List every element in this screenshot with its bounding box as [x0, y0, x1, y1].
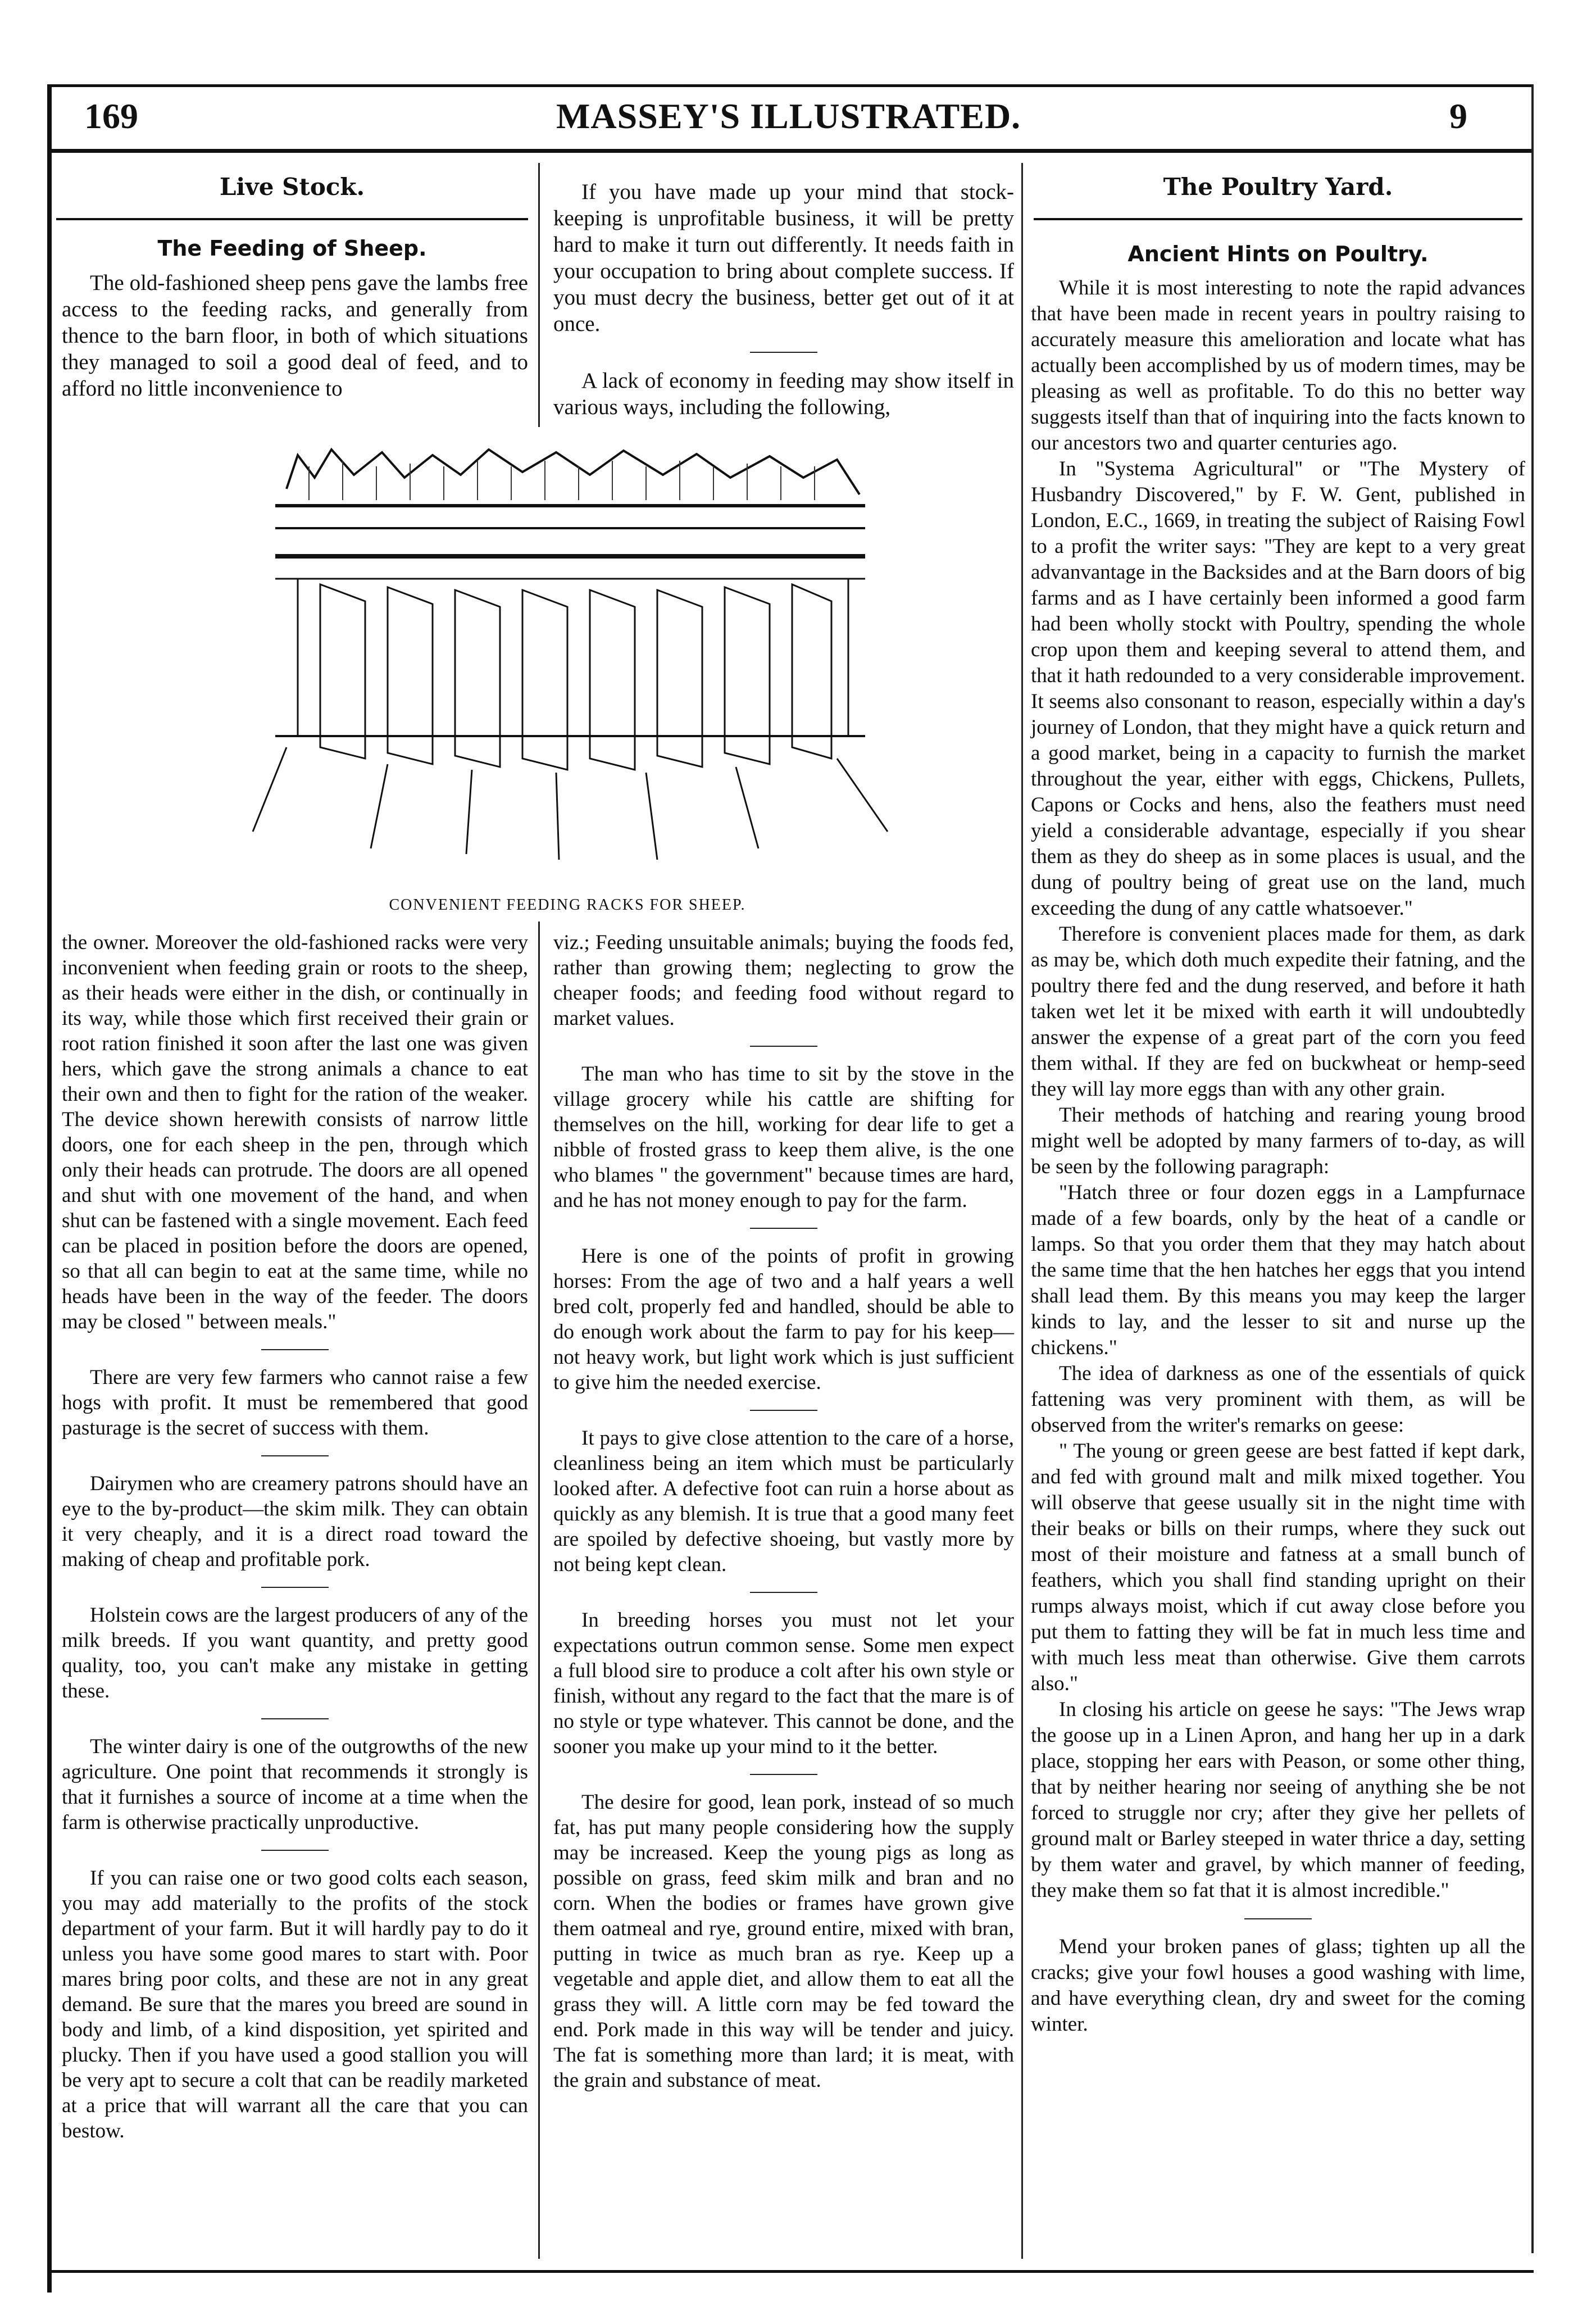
feeding-racks-illustration	[219, 444, 910, 888]
left-border	[47, 84, 52, 2293]
divider	[750, 1592, 817, 1593]
paragraph: In "Systema Agricultural" or "The Mystery of Husbandry Discovered," by F. W. Gent, published in London, E.C., 1669, in treating the subject of Raising Fowl to a profit the writer says: "They are kept to a very great advanvantage in the Backsides and at the Barn doors of big farms and as I have certainly been informed a good farm had been wholly stockt with Poultry, spending the whole crop upon them and keeping several to attend them, and that it hath redounded to a very considerable improvement. It seems also consonant to reason, especially within a day's journey of London, that they might have a quick return and a good market, being in a capacity to furnish the market throughout the year, either with eggs, Chickens, Pullets, Capons or Cocks and hens, also the feathers must need yield a considerable advantage, especially if you shear them as they do sheep as in some places is usual, and the dung of poultry being of great use on the land, much exceeding the dung of any cattle whatsoever."	[1031, 457, 1525, 920]
paragraph: the owner. Moreover the old-fashioned racks were very inconvenient when feeding grain or roots to the sheep, as their heads were either in the dish, or continually in its way, while those which first received their grain or root ration finished it soon after the last one was given hers, which gave the strong animals a chance to eat their own and then to fight for the ration of the weaker. The device shown herewith consists of narrow little doors, one for each sheep in the pen, through which only their heads can protrude. The doors are all opened and shut with one movement of the hand, and when shut can be fastened with a single movement. Each feed can be placed in position before the doors are opened, so that all can begin to eat at the same time, while no heads have been in the way of the feeder. The doors may be closed " between meals."	[62, 931, 528, 1333]
left-column-continued	[62, 930, 528, 2144]
divider	[750, 1228, 817, 1229]
paragraph: The man who has time to sit by the stove in the village grocery while his cattle are shifting for themselves on the hill, working for dear life to get a nibble of frosted grass to keep them alive, is the one who blames " the government" because times are hard, and he has not money enough to pay for the farm.	[553, 1063, 1014, 1212]
section-rule-right	[1034, 218, 1522, 220]
issue-number: 169	[84, 96, 138, 136]
paragraph: If you can raise one or two good colts each season, you may add materially to the profits of the stock department of your farm. But it will hardly pay to do it unless you have some good mares to start with. Poor mares bring poor colts, and these are not in any great demand. Be sure that the mares you breed are sound in body and limb, of a kind disposition, yet spirited and plucky. Then if you have used a good stallion you will be very apt to secure a colt that can be readily marketed at a price that will warrant all the care that you can bestow.	[62, 1867, 528, 2142]
paragraph: The winter dairy is one of the outgrowths of the new agriculture. One point that recommends it strongly is that it furnishes a source of income at a time when the farm is otherwise practically unproductive.	[62, 1735, 528, 1834]
paragraph: In closing his article on geese he says: "The Jews wrap the goose up in a Linen Apron, and hang her up in a dark place, stopping her ears with Peason, or some other thing, that by neither hearing nor seeing of anything she be not forced to struggle nor cry; after they give her pellets of ground malt or Barley steeped in water thrice a day, setting by them water and gravel, by which manner of feeding, they make them so fat that it is almost incredible."	[1031, 1698, 1525, 1902]
paragraph: A lack of economy in feeding may show itself in various ways, including the following,	[553, 369, 1014, 419]
paragraph: " The young or green geese are best fatted if kept dark, and fed with ground malt and milk mixed together. You will observe that geese usually sit in the night time with their beaks or bills on their rumps, where they suck out most of their moisture and fatness at a small bunch of feathers, which you shall find standing upright on their rumps always moist, which if cut away close before you put them to fatting they will be fat in much less time and with much less meat than otherwise. Give them carrots also."	[1031, 1440, 1525, 1695]
paragraph: Therefore is convenient places made for them, as dark as may be, which doth much expedite their fatning, and the poultry there fed and the dung reserved, and before it hath taken wet let it be mixed with earth it will undoubtedly answer the expense of a great part of the corn you feed them withal. If they are fed on buckwheat or hemp-seed they will lay more eggs than with any other grain.	[1031, 923, 1525, 1101]
paragraph: If you have made up your mind that stock-keeping is unprofitable business, it will be pretty hard to make it turn out differently. It needs faith in your occupation to bring about complete success. If you must decry the business, better get out of it at once.	[553, 180, 1014, 336]
section-rule-left	[56, 218, 528, 220]
paragraph: "Hatch three or four dozen eggs in a Lampfurnace made of a few boards, only by the heat of a candle or lamps. So that you order them that they may hatch about the same time that the hen hatches her eggs that you intend shall lead them. By this means you may keep the larger kinds to lay, and the lesser to sit and nurse up the chickens."	[1031, 1181, 1525, 1359]
column-rule-2	[1021, 163, 1023, 2259]
paragraph: Dairymen who are creamery patrons should have an eye to the by-product—the skim milk. They can obtain it very cheaply, and it is a direct road toward the making of cheap and profitable pork.	[62, 1472, 528, 1571]
article-title-ancient-hints: Ancient Hints on Poultry.	[1127, 242, 1429, 266]
column-rule-1b	[538, 922, 540, 2259]
paragraph: The idea of darkness as one of the essentials of quick fattening was very prominent with them, as will be observed from the writer's remarks on geese:	[1031, 1362, 1525, 1437]
middle-top-items	[553, 179, 1014, 420]
divider	[261, 1455, 329, 1456]
article-title-feeding-sheep: The Feeding of Sheep.	[157, 236, 427, 261]
paragraph: There are very few farmers who cannot raise a few hogs with profit. It must be remembered that good pasturage is the secret of success with them.	[62, 1366, 528, 1440]
divider	[261, 1349, 329, 1350]
bottom-rule	[47, 2270, 1534, 2273]
divider	[261, 1587, 329, 1588]
paragraph: While it is most interesting to note the rapid advances that have been made in recent years in poultry raising to accurately measure this amelioration and locate what has actually been accomplished by us of modern times, may be pleasing as well as profitable. To do this no better way suggests itself than that of inquiring into the facts known to our ancestors two and quarter centuries ago.	[1031, 276, 1525, 455]
right-border	[1531, 84, 1534, 2253]
masthead-title: MASSEY'S ILLUSTRATED.	[556, 96, 1021, 136]
figure-caption: CONVENIENT FEEDING RACKS FOR SHEEP.	[389, 896, 746, 914]
divider	[261, 1718, 329, 1719]
paragraph: The desire for good, lean pork, instead of so much fat, has put many people considering how the supply may be increased. Keep the young pigs as long as possible on grass, feed skim milk and bran and no corn. When the bodies or frames have grown give them oatmeal and rye, ground entire, mixed with bran, putting in twice as much bran as rye. Keep up a vegetable and apple diet, and allow them to eat all the grass they will. A little corn may be fed toward the end. Pork made in this way will be tender and juicy. The fat is something more than lard; it is meat, with the grain and substance of meat.	[553, 1791, 1014, 2092]
paragraph: Holstein cows are the largest producers of any of the milk breeds. If you want quantity, and pretty good quality, too, you can't make any mistake in getting these.	[62, 1604, 528, 1703]
divider	[750, 1046, 817, 1047]
article-body-ancient-hints	[1031, 275, 1525, 2037]
paragraph: The old-fashioned sheep pens gave the lambs free access to the feeding racks, and generally from thence to the barn floor, in both of which situations they managed to soil a good deal of feed, and to afford no little inconvenience to	[62, 271, 528, 401]
section-heading-live-stock: Live Stock.	[219, 173, 365, 201]
top-rule	[47, 84, 1534, 87]
middle-column-continued	[553, 930, 1014, 2093]
paragraph: viz.; Feeding unsuitable animals; buying the foods fed, rather than growing them; neglecting to grow the cheaper foods; and feeding food without regard to market values.	[553, 931, 1014, 1030]
header-rule	[47, 149, 1534, 153]
divider	[750, 1774, 817, 1775]
paragraph: It pays to give close attention to the care of a horse, cleanliness being an item which must be particularly looked after. A defective foot can ruin a horse about as quickly as any blemish. It is true that a good many feet are spoiled by defective shoeing, but vastly more by not being kept clean.	[553, 1427, 1014, 1576]
divider	[750, 1410, 817, 1411]
paragraph: Their methods of hatching and rearing young brood might well be adopted by many farmers of to-day, as will be seen by the following paragraph:	[1031, 1104, 1525, 1178]
divider	[1244, 1918, 1312, 1919]
paragraph: Mend your broken panes of glass; tighten up all the cracks; give your fowl houses a good washing with lime, and have everything clean, dry and sweet for the coming winter.	[1031, 1935, 1525, 2036]
column-rule-1	[538, 163, 540, 427]
divider	[750, 352, 817, 353]
section-heading-poultry-yard: The Poultry Yard.	[1163, 173, 1393, 201]
article-intro-feeding-sheep	[62, 270, 528, 402]
page-number: 9	[1449, 96, 1467, 136]
paragraph: Here is one of the points of profit in growing horses: From the age of two and a half years a well bred colt, properly fed and handled, should be able to do enough work about the farm to pay for his keep—not heavy work, but light work which is just sufficient to give him the needed exercise.	[553, 1245, 1014, 1394]
divider	[261, 1850, 329, 1851]
paragraph: In breeding horses you must not let your expectations outrun common sense. Some men expect a full blood sire to produce a colt after his own style or finish, without any regard to the fact that the mare is of no style or type whatever. This cannot be done, and the sooner you make up your mind to it the better.	[553, 1609, 1014, 1758]
